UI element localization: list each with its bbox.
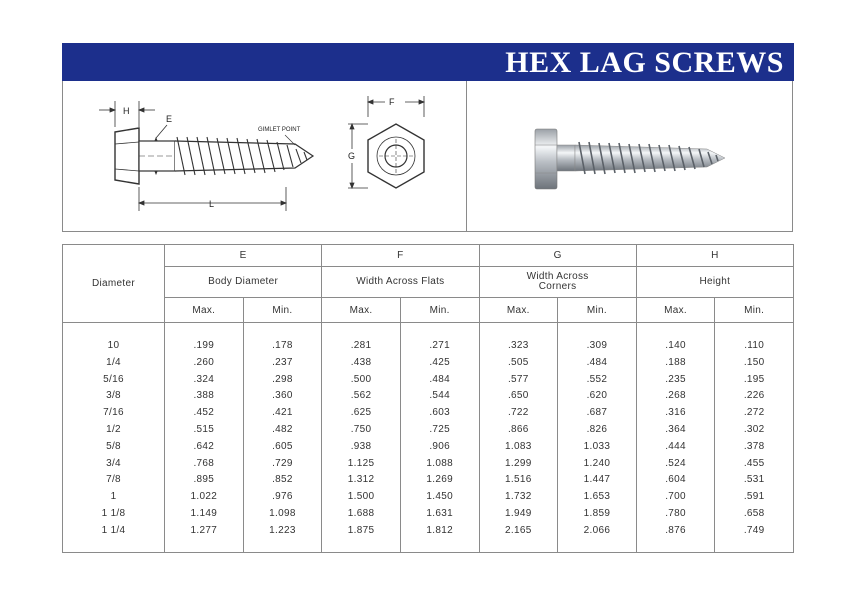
h-min-column: [715, 323, 794, 553]
table-cell: .281: [350, 340, 372, 351]
table-cell: .452: [193, 407, 215, 419]
group-name-g-line2: Corners: [538, 281, 577, 292]
table-cell: 2.066: [583, 524, 611, 536]
e-max-column: [165, 323, 244, 553]
table-cell: .604: [665, 474, 686, 486]
table-cell: .378: [743, 440, 765, 452]
table-cell: 10: [107, 340, 120, 351]
g-max-header: Max.: [479, 298, 558, 323]
g-max-column: [479, 323, 558, 553]
group-letter-g: G: [479, 245, 636, 267]
table-cell: .360: [272, 390, 293, 402]
table-cell: .140: [665, 340, 686, 351]
table-cell: 3/4: [106, 457, 121, 469]
table-cell: .603: [429, 407, 451, 419]
group-name-e: Body Diameter: [165, 267, 322, 298]
table-cell: .484: [429, 373, 451, 385]
table-cell: .178: [272, 340, 293, 351]
table-cell: 1.033: [583, 440, 611, 452]
f-arrowhead-right: [419, 100, 424, 104]
table-cell: .524: [665, 457, 686, 469]
table-cell: .722: [507, 407, 529, 419]
header-bar: [62, 43, 794, 81]
table-cell: 1.240: [583, 457, 611, 469]
table-cell: 1.732: [505, 491, 532, 503]
g-arrowhead-top: [350, 124, 354, 129]
table-cell: .110: [744, 340, 765, 351]
label-gimlet-point: GIMLET POINT: [258, 127, 301, 133]
table-cell: .658: [743, 507, 765, 519]
table-cell: 1.022: [190, 491, 218, 503]
f-max-column: [322, 323, 401, 553]
table-cell: .625: [350, 407, 372, 419]
table-cell: .515: [193, 423, 215, 435]
table-cell: .749: [743, 524, 765, 536]
h-arrowhead-right: [139, 108, 144, 112]
group-name-g-line1: Width Across: [526, 271, 589, 282]
table-cell: .484: [586, 356, 608, 368]
table-cell: 1.083: [505, 440, 532, 452]
table-cell: .852: [272, 474, 293, 486]
group-letter-h: H: [636, 245, 793, 267]
table-cell: 1.223: [269, 524, 296, 536]
figure-panel: [62, 81, 793, 232]
table-cell: .700: [665, 491, 686, 503]
table-cell: .650: [507, 390, 529, 402]
table-cell: .729: [272, 457, 293, 469]
table-cell: .150: [743, 356, 765, 368]
table-cell: .544: [429, 390, 451, 402]
diameter-column: [63, 323, 165, 553]
table-cell: .876: [665, 524, 686, 536]
table-cell: 1.447: [583, 474, 611, 486]
table-cell: .199: [193, 340, 215, 351]
g-min-header: Min.: [558, 298, 637, 323]
group-letter-f: F: [322, 245, 479, 267]
table-cell: .687: [586, 407, 608, 419]
g-min-column: [558, 323, 637, 553]
h-max-column: [636, 323, 715, 553]
table-cell: 1 1/4: [101, 524, 126, 536]
h-arrowhead-left: [110, 108, 115, 112]
spec-table: [62, 244, 794, 553]
table-cell: 1.098: [269, 507, 296, 519]
technical-drawing: [63, 81, 466, 232]
table-cell: .938: [350, 440, 372, 452]
table-cell: 3/8: [106, 390, 121, 402]
table-cell: 1.299: [505, 457, 532, 469]
table-cell: 1.949: [505, 507, 532, 519]
table-cell: 1/2: [106, 423, 121, 435]
l-arrowhead-left: [139, 201, 144, 205]
e-leader: [156, 125, 167, 138]
e-min-header: Min.: [243, 298, 322, 323]
screw-head: [115, 128, 139, 184]
group-name-f: Width Across Flats: [322, 267, 479, 298]
table-cell: .642: [193, 440, 215, 452]
table-cell: .272: [743, 407, 765, 419]
table-cell: 1.312: [347, 474, 375, 486]
table-cell: 1.269: [426, 474, 453, 486]
l-arrowhead-right: [281, 201, 286, 205]
f-arrowhead-left: [368, 100, 373, 104]
table-cell: 5/8: [106, 440, 121, 452]
table-cell: .364: [665, 423, 686, 435]
table-cell: .444: [665, 440, 686, 452]
table-cell: .316: [665, 407, 686, 419]
table-cell: 1.125: [347, 457, 375, 469]
table-cell: .505: [507, 356, 529, 368]
label-l: L: [209, 199, 215, 209]
table-cell: .906: [429, 440, 451, 452]
table-cell: 1 1/8: [101, 507, 126, 519]
group-letter-e: E: [165, 245, 322, 267]
table-cell: .591: [743, 491, 765, 503]
table-cell: .780: [665, 507, 686, 519]
table-cell: 1.812: [426, 524, 453, 536]
table-cell: 1.149: [190, 507, 218, 519]
f-min-header: Min.: [400, 298, 479, 323]
table-cell: 1.631: [426, 507, 453, 519]
table-cell: .195: [743, 373, 765, 385]
table-cell: .226: [743, 390, 765, 402]
f-max-header: Max.: [322, 298, 401, 323]
table-cell: 1.516: [505, 474, 532, 486]
table-cell: .725: [429, 423, 451, 435]
table-cell: .271: [429, 340, 451, 351]
screw-photo: [467, 81, 793, 232]
table-cell: .976: [272, 491, 293, 503]
table-cell: 1.450: [426, 491, 453, 503]
table-cell: .750: [350, 423, 372, 435]
table-cell: .531: [743, 474, 765, 486]
table-cell: .562: [350, 390, 372, 402]
diameter-header: Diameter: [63, 245, 165, 323]
e-min-column: [243, 323, 322, 553]
table-cell: .235: [665, 373, 686, 385]
table-cell: 1.875: [347, 524, 375, 536]
table-cell: 1.688: [347, 507, 375, 519]
label-h: H: [123, 106, 130, 116]
label-g: G: [348, 151, 356, 161]
table-cell: 1/4: [106, 356, 121, 368]
f-min-column: [400, 323, 479, 553]
group-name-g: [479, 267, 636, 298]
table-cell: 1.500: [347, 491, 375, 503]
table-cell: .500: [350, 373, 372, 385]
photo-screw-shank: [557, 145, 575, 171]
label-f: F: [389, 97, 395, 107]
table-cell: .324: [193, 373, 215, 385]
photo-screw-head: [535, 129, 557, 189]
table-cell: .438: [350, 356, 372, 368]
group-name-h: Height: [636, 267, 793, 298]
table-cell: .866: [507, 423, 529, 435]
table-cell: 1.859: [583, 507, 611, 519]
page-title: HEX LAG SCREWS: [505, 46, 784, 79]
h-max-header: Max.: [636, 298, 715, 323]
table-cell: .260: [193, 356, 215, 368]
e-max-header: Max.: [165, 298, 244, 323]
label-e: E: [166, 114, 173, 124]
table-cell: 5/16: [103, 373, 124, 385]
table-cell: .388: [193, 390, 215, 402]
table-cell: .268: [665, 390, 686, 402]
table-cell: .302: [743, 423, 765, 435]
g-arrowhead-bottom: [350, 183, 354, 188]
table-cell: .455: [743, 457, 765, 469]
table-cell: .425: [429, 356, 451, 368]
table-cell: 1.277: [190, 524, 218, 536]
table-cell: 1.088: [426, 457, 453, 469]
table-cell: 1: [110, 491, 117, 503]
table-cell: .298: [272, 373, 293, 385]
table-cell: .309: [586, 340, 608, 351]
table-cell: .826: [586, 423, 608, 435]
table-cell: .577: [507, 373, 529, 385]
table-cell: 1.653: [583, 491, 611, 503]
table-cell: 7/8: [106, 474, 121, 486]
table-cell: .421: [272, 407, 293, 419]
table-cell: 7/16: [103, 407, 124, 419]
table-cell: .188: [665, 356, 686, 368]
table-cell: .323: [507, 340, 529, 351]
table-cell: .768: [193, 457, 215, 469]
table-cell: .895: [193, 474, 215, 486]
table-cell: .605: [272, 440, 293, 452]
table-cell: .237: [272, 356, 293, 368]
table-cell: .552: [586, 373, 608, 385]
table-cell: 2.165: [505, 524, 532, 536]
table-cell: .482: [272, 423, 293, 435]
table-cell: .620: [586, 390, 608, 402]
h-min-header: Min.: [715, 298, 794, 323]
hex-end-view: [368, 124, 424, 188]
